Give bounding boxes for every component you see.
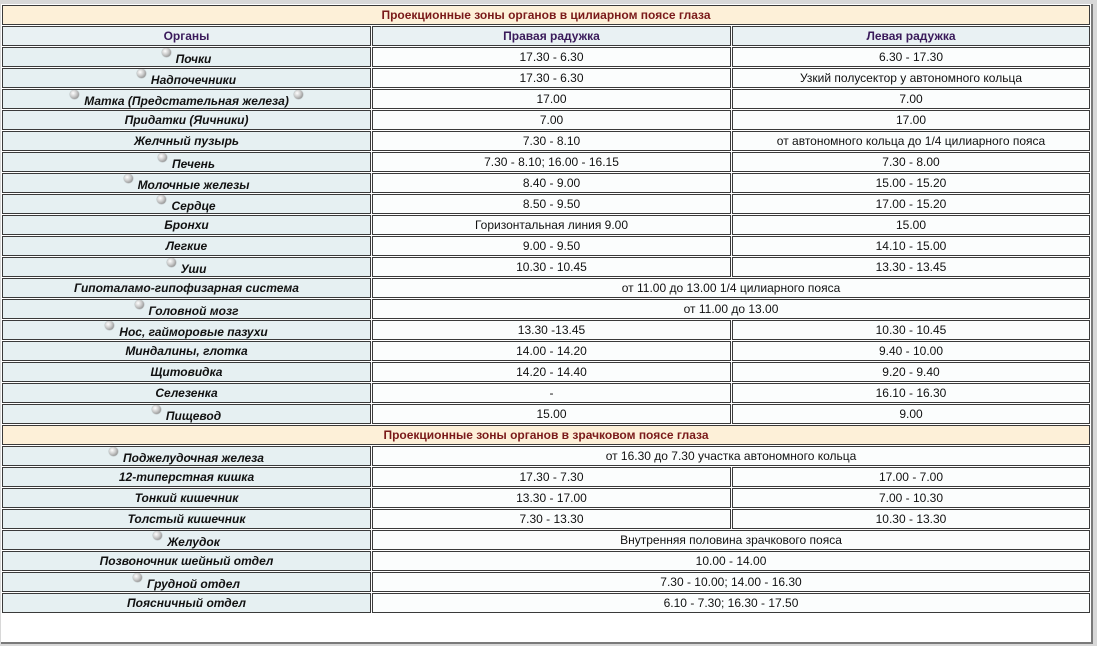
organ-name: Молочные железы [137,178,250,192]
right-iris-value: 7.30 - 8.10; 16.00 - 16.15 [372,152,731,172]
right-iris-value: Горизонтальная линия 9.00 [372,215,731,235]
organ-name-cell [2,173,371,193]
section-title: Проекционные зоны органов в зрачковом поясе глаза [2,425,1090,445]
table-row [2,152,1090,172]
left-iris-value: 15.00 - 15.20 [732,173,1090,193]
table-row [2,383,1090,403]
left-iris-value: 10.30 - 13.30 [732,509,1090,529]
organ-name: Грудной отдел [147,577,240,591]
organ-name-cell [2,383,371,403]
table-row [2,530,1090,550]
section-title-row [2,5,1090,25]
organ-name: Поджелудочная железа [123,451,264,465]
table-row [2,404,1090,424]
radio-bullet-icon [70,90,79,99]
table-row [2,362,1090,382]
table-row [2,257,1090,277]
table-row [2,509,1090,529]
table-row [2,320,1090,340]
organ-name: Надпочечники [150,73,237,87]
left-iris-value: 7.00 [732,89,1090,109]
left-iris-value: 9.20 - 9.40 [732,362,1090,382]
organ-name: 12-типерстная кишка [118,470,255,484]
organ-name-cell [2,341,371,361]
table-row [2,47,1090,67]
right-iris-value: 8.50 - 9.50 [372,194,731,214]
left-iris-value: 10.30 - 10.45 [732,320,1090,340]
organ-name-cell [2,551,371,571]
left-iris-value: 17.00 [732,110,1090,130]
organ-name: Легкие [165,239,208,253]
radio-bullet-icon [135,300,144,309]
organ-name: Поясничный отдел [127,596,246,610]
organ-name: Гипоталамо-гипофизарная система [74,281,299,295]
organ-name: Толстый кишечник [127,512,246,526]
organ-name: Уши [180,262,207,276]
organ-name-cell [2,215,371,235]
organ-name-cell [2,278,371,298]
table-row [2,593,1090,613]
organ-name-cell [2,194,371,214]
right-iris-value: 7.30 - 8.10 [372,131,731,151]
organ-name: Придатки (Яичники) [124,113,249,127]
column-header-row [2,26,1090,46]
organ-name: Головной мозг [148,304,239,318]
organ-name: Печень [171,157,216,171]
organ-name: Тонкий кишечник [134,491,239,505]
right-iris-value: 15.00 [372,404,731,424]
radio-bullet-icon [137,69,146,78]
organ-name-cell [2,488,371,508]
right-iris-value: 17.30 - 6.30 [372,68,731,88]
table-row [2,236,1090,256]
left-iris-value: 9.40 - 10.00 [732,341,1090,361]
right-iris-value: - [372,383,731,403]
radio-bullet-icon [153,531,162,540]
organ-name-cell [2,509,371,529]
right-iris-value: 14.00 - 14.20 [372,341,731,361]
left-iris-value: 16.10 - 16.30 [732,383,1090,403]
iris-zones-table-container [1,4,1093,644]
organ-name-cell [2,320,371,340]
organ-name-cell [2,47,371,67]
table-row [2,488,1090,508]
right-iris-value: 13.30 -13.45 [372,320,731,340]
right-iris-value: 14.20 - 14.40 [372,362,731,382]
radio-bullet-icon [294,90,303,99]
organ-name: Нос, гайморовые пазухи [119,325,268,339]
organ-name: Пищевод [165,409,222,423]
organ-name: Матка (Предстательная железа) [84,94,289,108]
section-title: Проекционные зоны органов в цилиарном поясе глаза [2,5,1090,25]
organ-name: Желудок [167,535,220,549]
column-header-left-iris: Левая радужка [732,26,1090,46]
right-iris-value: 17.30 - 6.30 [372,47,731,67]
organ-name-cell [2,131,371,151]
left-iris-value: 17.00 - 15.20 [732,194,1090,214]
table-row [2,194,1090,214]
table-row [2,551,1090,571]
radio-bullet-icon [124,174,133,183]
both-iris-value: от 11.00 до 13.00 [372,299,1090,319]
both-iris-value: 10.00 - 14.00 [372,551,1090,571]
organ-name-cell [2,446,371,466]
left-iris-value: от автономного кольца до 1/4 цилиарного пояса [732,131,1090,151]
right-iris-value: 10.30 - 10.45 [372,257,731,277]
left-iris-value: 6.30 - 17.30 [732,47,1090,67]
table-row [2,110,1090,130]
both-iris-value: от 16.30 до 7.30 участка автономного кольца [372,446,1090,466]
organ-name-cell [2,299,371,319]
both-iris-value: от 11.00 до 13.00 1/4 цилиарного пояса [372,278,1090,298]
organ-name: Позвоночник шейный отдел [99,554,274,568]
left-iris-value: 7.00 - 10.30 [732,488,1090,508]
organ-name-cell [2,467,371,487]
radio-bullet-icon [157,195,166,204]
organ-name: Бронхи [164,218,209,232]
left-iris-value: 17.00 - 7.00 [732,467,1090,487]
organ-name: Миндалины, глотка [125,344,248,358]
table-row [2,89,1090,109]
both-iris-value: 7.30 - 10.00; 14.00 - 16.30 [372,572,1090,592]
organ-name-cell [2,89,371,109]
column-header-right-iris: Правая радужка [372,26,731,46]
organ-name-cell [2,236,371,256]
organ-name: Щитовидка [150,365,223,379]
table-row [2,68,1090,88]
table-row [2,299,1090,319]
table-row [2,278,1090,298]
radio-bullet-icon [167,258,176,267]
organ-name-cell [2,362,371,382]
left-iris-value: 9.00 [732,404,1090,424]
iris-zones-table [1,4,1091,614]
organ-name: Почки [175,52,212,66]
table-row [2,446,1090,466]
right-iris-value: 17.00 [372,89,731,109]
column-header-organs: Органы [2,26,371,46]
both-iris-value: 6.10 - 7.30; 16.30 - 17.50 [372,593,1090,613]
left-iris-value: Узкий полусектор у автономного кольца [732,68,1090,88]
organ-name: Селезенка [155,386,218,400]
right-iris-value: 9.00 - 9.50 [372,236,731,256]
right-iris-value: 7.30 - 13.30 [372,509,731,529]
organ-name: Желчный пузырь [133,134,240,148]
organ-name-cell [2,572,371,592]
right-iris-value: 17.30 - 7.30 [372,467,731,487]
right-iris-value: 8.40 - 9.00 [372,173,731,193]
organ-name-cell [2,68,371,88]
both-iris-value: Внутренняя половина зрачкового пояса [372,530,1090,550]
radio-bullet-icon [105,321,114,330]
organ-name-cell [2,110,371,130]
organ-name: Сердце [171,199,216,213]
left-iris-value: 7.30 - 8.00 [732,152,1090,172]
left-iris-value: 13.30 - 13.45 [732,257,1090,277]
organ-name-cell [2,530,371,550]
radio-bullet-icon [162,48,171,57]
table-row [2,215,1090,235]
left-iris-value: 15.00 [732,215,1090,235]
radio-bullet-icon [158,153,167,162]
table-row [2,131,1090,151]
organ-name-cell [2,152,371,172]
radio-bullet-icon [133,573,142,582]
radio-bullet-icon [109,447,118,456]
table-row [2,173,1090,193]
right-iris-value: 7.00 [372,110,731,130]
table-row [2,341,1090,361]
radio-bullet-icon [152,405,161,414]
table-row [2,572,1090,592]
left-iris-value: 14.10 - 15.00 [732,236,1090,256]
right-iris-value: 13.30 - 17.00 [372,488,731,508]
organ-name-cell [2,404,371,424]
organ-name-cell [2,257,371,277]
organ-name-cell [2,593,371,613]
section-title-row [2,425,1090,445]
table-row [2,467,1090,487]
